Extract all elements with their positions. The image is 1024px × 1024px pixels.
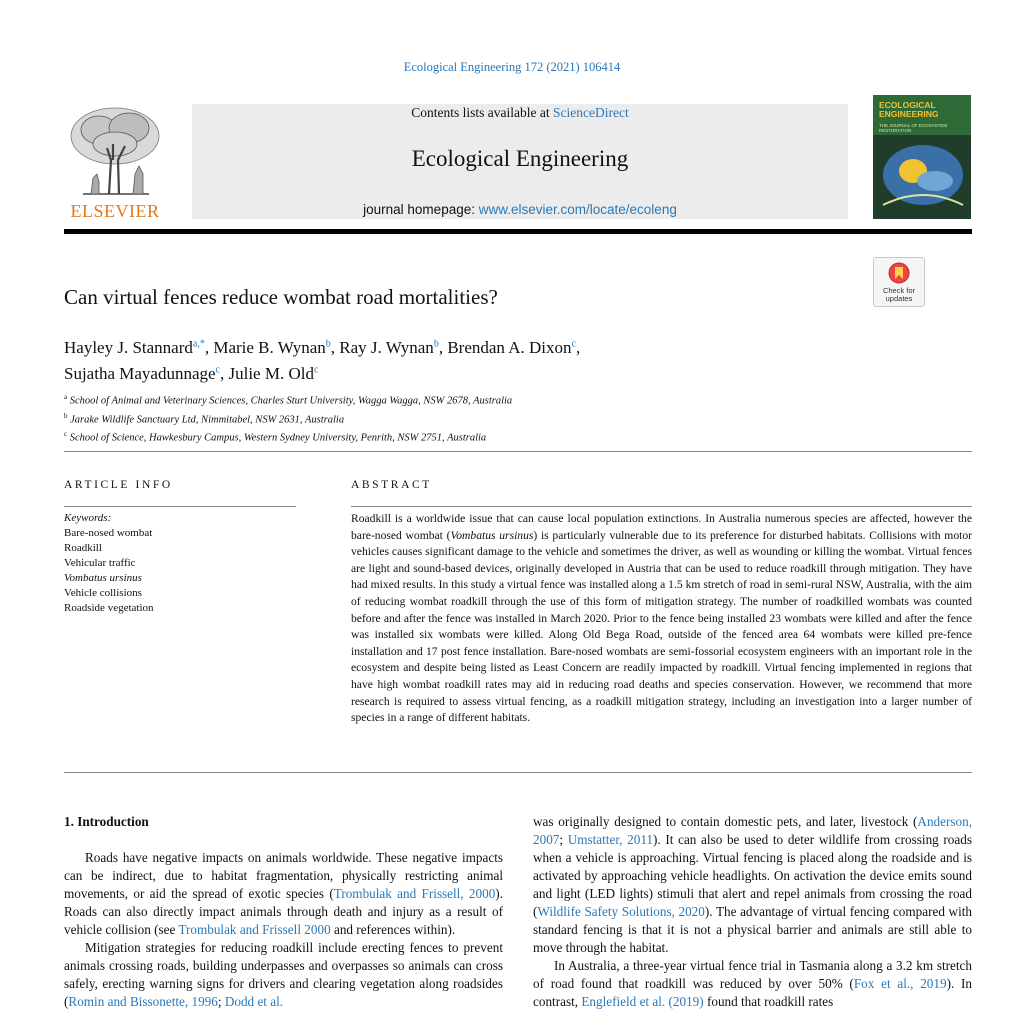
abstract-text [351,511,972,727]
paragraph-text: In Australia, a three-year virtual fence trial in Tasmania along a 3.2 km stretch of road found that roadkill was reduced by over 50% ( [533,958,972,991]
author[interactable]: Brendan A. Dixon$^c$, [447,337,581,357]
article-info-heading: ARTICLE INFO [64,479,173,491]
keyword: Vombatus ursinus [64,572,142,584]
affiliation-marker: b [64,411,68,420]
journal-citation[interactable]: Ecological Engineering 172 (2021) 106414 [403,60,621,74]
check-for-updates-label: Check for updates [882,286,916,303]
keywords-block [64,511,154,616]
keyword: Vehicle collisions [64,587,142,599]
keyword: Roadkill [64,542,102,554]
abstract-divider [351,506,972,507]
author-list [64,332,884,385]
paragraph-text: ; [559,832,568,847]
author[interactable]: Sujatha Mayadunnage$^c$, [64,364,229,384]
affiliation [64,390,512,409]
author[interactable] [229,364,319,383]
journal-cover-image[interactable] [873,95,971,219]
paragraph-text: Mitigation strategies for reducing roadkill include erecting fences to prevent animals crossing roads, building underpasses and overpasses so animals can cross safely, erecting warning signs for drivers and clearing vegetation along roadsides ( [64,940,503,1009]
author-affiliation-marker[interactable]: a,* [192,338,205,349]
author-name: Ray J. Wynan [339,337,434,357]
homepage-prefix: journal homepage: [363,202,479,217]
citation-link[interactable]: Dodd et al. [224,994,284,1009]
author-affiliation-marker[interactable]: c [215,364,220,376]
paragraph-text: ). In contrast, [533,976,972,1009]
citation-link[interactable]: Fox et al., 2019 [853,976,947,991]
abstract-part: Roadkill is a worldwide issue that can cause local population extinctions. In Australia numerous species are affected, however the bare-nosed wombat ( [351,512,972,542]
author[interactable]: Marie B. Wynan$^b$, [213,337,340,357]
contents-line [192,105,848,121]
author-affiliation-marker[interactable]: c [571,338,576,349]
paragraph-text: and references within). [330,922,456,937]
citation-link[interactable]: Wildlife Safety Solutions, 2020 [537,904,705,919]
abstract-part: ) is particularly vulnerable due to its preference for disturbed habitats. Collisions with motor vehicles causes significant damage to the vehicle and sometimes the driver, as well as wounding or killing the wombat. Virtual fences are light and sound-based devices, originally developed in Austria that can be used to reduce roadkill through mitigation. They have had mixed results. In this study a virtual fence was installed along a 1.5 km stretch of road in semi-rural NSW, Australia, with the aim of reducing wombat roadkill through the use of this form of mitigation strategy. The number of roadkilled wombats was counted before and after the fence was installed in March 2020. Prior to the fence being installed 23 wombats were killed and after the fence was installed six wombats were killed. Along Old Bega Road, outside of the fenced area 64 wombats were killed pre-fence installation and 17 post fence installation. Bare-nosed wombats are semi-fossorial ecosystem engineers with an important role in the ecosystem and despite being listed as Least Concern are readily impacted by roadkill. Virtual fencing implemented in regions that have high wombat roadkill rates may aid in reducing road deaths and species conservation. However, we recommend that more research is required to assess virtual fencing, as a roadkill mitigation strategy, including an investigation into a larger number of species in a range of different habitats. [351,528,972,725]
body-column-right [533,813,972,1011]
header-divider [64,229,972,234]
publisher-name: ELSEVIER [70,201,160,221]
affiliation-marker: c [64,430,68,438]
contents-prefix: Contents lists available at [411,105,553,120]
affiliation-text: Jarake Wildlife Sanctuary Ltd, Nimmitabel, NSW 2631, Australia [70,414,345,425]
paragraph [64,849,503,939]
article-info-divider [64,506,296,507]
journal-homepage-link[interactable]: www.elsevier.com/locate/ecoleng [478,202,677,217]
cover-artwork-icon [873,135,971,219]
author[interactable]: Ray J. Wynan$^b$, [339,337,448,357]
affiliation [64,427,512,446]
author-name: Brendan A. Dixon [447,337,572,357]
body-column-left [64,813,503,1011]
paragraph-text: ). The advantage of virtual fencing compared with standard fencing is that it is not a physical barrier and animals are still able to move through the habitat. [533,904,972,955]
citation-link[interactable]: Umstatter, 2011 [567,832,654,847]
affiliation-list [64,390,512,446]
author-affiliation-marker[interactable]: b [325,338,331,349]
sciencedirect-link[interactable]: ScienceDirect [553,105,629,120]
author-affiliation-marker[interactable]: c [313,364,319,376]
affiliation-text: School of Science, Hawkesbury Campus, Western Sydney University, Penrith, NSW 2751, Australia [69,432,487,444]
check-for-updates-button[interactable] [873,257,925,307]
paragraph-text: was originally designed to contain domestic pets, and later, livestock ( [533,814,918,829]
citation-link[interactable]: Trombulak and Frissell 2000 [178,922,331,937]
citation-link[interactable]: Trombulak and Frissell, 2000 [333,886,496,901]
keyword: Bare-nosed wombat [64,527,153,539]
cover-title: ECOLOGICAL ENGINEERING [879,100,939,119]
paragraph-text: found that roadkill rates [703,994,834,1009]
section-divider [64,772,972,773]
citation-link[interactable]: Romin and Bissonette, 1996 [68,994,218,1009]
author-name: Hayley J. Stannard [64,337,193,357]
cover-subtitle: THE JOURNAL OF ECOSYSTEM RESTORATION [879,123,948,133]
author-name: Julie M. Old [228,364,314,384]
section-divider [64,451,972,452]
paragraph [64,939,503,1011]
journal-banner [192,104,848,219]
paragraph [533,813,972,957]
author-name: Marie B. Wynan [213,337,326,357]
article-title: Can virtual fences reduce wombat road mortalities? [64,285,498,309]
paragraph [533,957,972,1011]
homepage-line [192,202,848,217]
keywords-label: Keywords: [64,512,112,524]
citation-link[interactable]: Anderson, 2007 [533,814,972,847]
affiliation-text: School of Animal and Veterinary Sciences, Charles Sturt University, Wagga Wagga, NSW 2678, Australia [69,395,513,407]
paragraph-text: ). It can also be used to deter wildlife from crossing roads when a vehicle is approaching. Virtual fencing is placed along the roadside and is activated by approaching vehicle headlights. On activation the device emits sound and light (LED lights) stimuli that alert and repel animals from crossing the road ( [533,832,972,919]
author-affiliation-marker[interactable]: b [433,338,439,349]
paragraph-text: ; [217,994,225,1009]
abstract-heading: ABSTRACT [351,479,432,491]
abstract-species-name: Vombatus ursinus [450,528,534,542]
author[interactable]: Hayley J. Stannard$^{a,*}$, [64,337,214,357]
affiliation [64,409,512,428]
citation-link[interactable]: Englefield et al. (2019) [581,994,704,1009]
keyword: Vehicular traffic [64,557,136,569]
keyword: Roadside vegetation [64,602,154,614]
crossmark-icon [887,261,911,287]
tree-logo-icon [63,104,167,200]
affiliation-marker: a [64,393,68,401]
section-heading: 1. Introduction [64,814,149,829]
journal-title: Ecological Engineering [411,146,629,171]
author-name: Sujatha Mayadunnage [64,364,216,384]
paragraph-text: ). Roads can also directly impact animals through death and injury as a result of vehicle collision (see [64,886,503,937]
paragraph-text: Roads have negative impacts on animals worldwide. These negative impacts can be indirect, due to habitat fragmentation, physically restricting animal movements, or aid the spread of exotic species ( [64,850,503,901]
